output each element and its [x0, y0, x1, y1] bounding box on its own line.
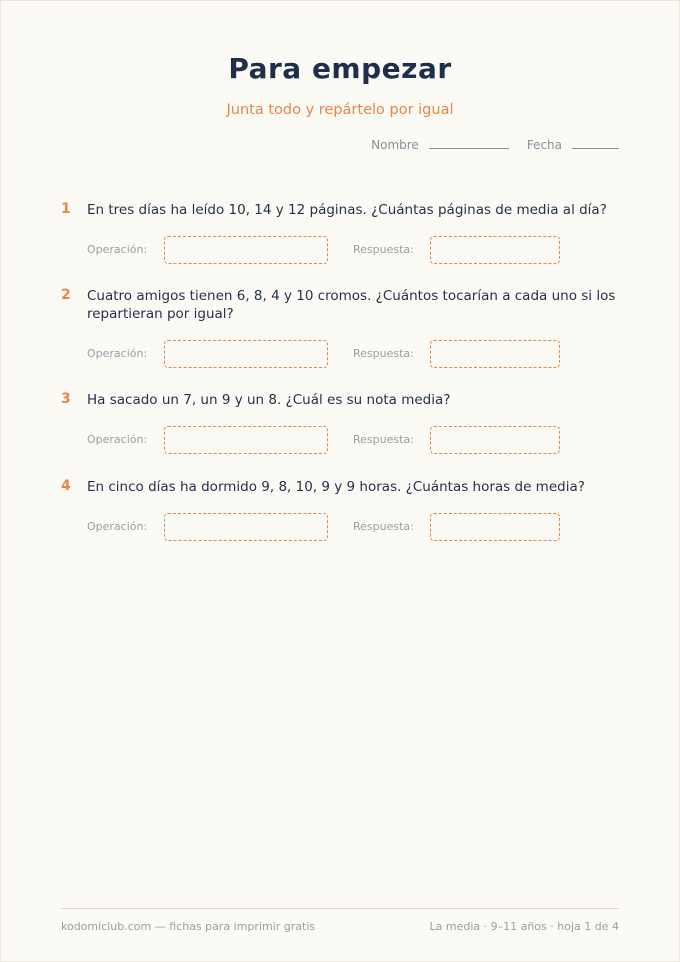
- answer-label: Respuesta:: [353, 347, 414, 360]
- answer-box[interactable]: [430, 426, 560, 454]
- page-subtitle: Junta todo y repártelo por igual: [226, 102, 454, 118]
- answer-label: Respuesta:: [353, 520, 414, 533]
- operation-label: Operación:: [87, 347, 148, 360]
- date-label: Fecha: [526, 138, 562, 152]
- operation-label: Operación:: [87, 243, 148, 256]
- operation-box[interactable]: [164, 236, 328, 264]
- question-number: 1: [61, 201, 71, 217]
- question-text: En cinco días ha dormido 9, 8, 10, 9 y 9 horas. ¿Cuántas horas de media?: [87, 479, 585, 495]
- answer-box[interactable]: [430, 236, 560, 264]
- student-meta: [371, 138, 619, 152]
- operation-label: Operación:: [87, 433, 148, 446]
- operation-box[interactable]: [164, 340, 328, 368]
- name-label: Nombre: [371, 138, 419, 152]
- name-blank[interactable]: [429, 148, 509, 149]
- question-text: Cuatro amigos tienen 6, 8, 4 y 10 cromos. ¿Cuántos tocarían a cada uno si los repartieran por igual?: [87, 288, 616, 322]
- operation-box[interactable]: [164, 426, 328, 454]
- operation-box[interactable]: [164, 513, 328, 541]
- answer-label: Respuesta:: [353, 433, 414, 446]
- question-number: 2: [61, 287, 71, 303]
- operation-label: Operación:: [87, 520, 148, 533]
- answer-row: [87, 513, 567, 541]
- question-text: En tres días ha leído 10, 14 y 12 páginas. ¿Cuántas páginas de media al día?: [87, 202, 607, 218]
- date-blank[interactable]: [572, 148, 619, 149]
- question-number: 4: [61, 478, 71, 494]
- question-text: Ha sacado un 7, un 9 y un 8. ¿Cuál es su nota media?: [87, 392, 451, 408]
- answer-label: Respuesta:: [353, 243, 414, 256]
- page-title: Para empezar: [228, 52, 452, 85]
- answer-row: [87, 236, 567, 264]
- question-number: 3: [61, 391, 71, 407]
- answer-box[interactable]: [430, 513, 560, 541]
- answer-box[interactable]: [430, 340, 560, 368]
- answer-row: [87, 340, 567, 368]
- footer-page-info: La media · 9–11 años · hoja 1 de 4: [429, 920, 619, 933]
- answer-row: [87, 426, 567, 454]
- footer-divider: [61, 908, 619, 909]
- footer-site: kodomiclub.com — fichas para imprimir gratis: [61, 920, 316, 933]
